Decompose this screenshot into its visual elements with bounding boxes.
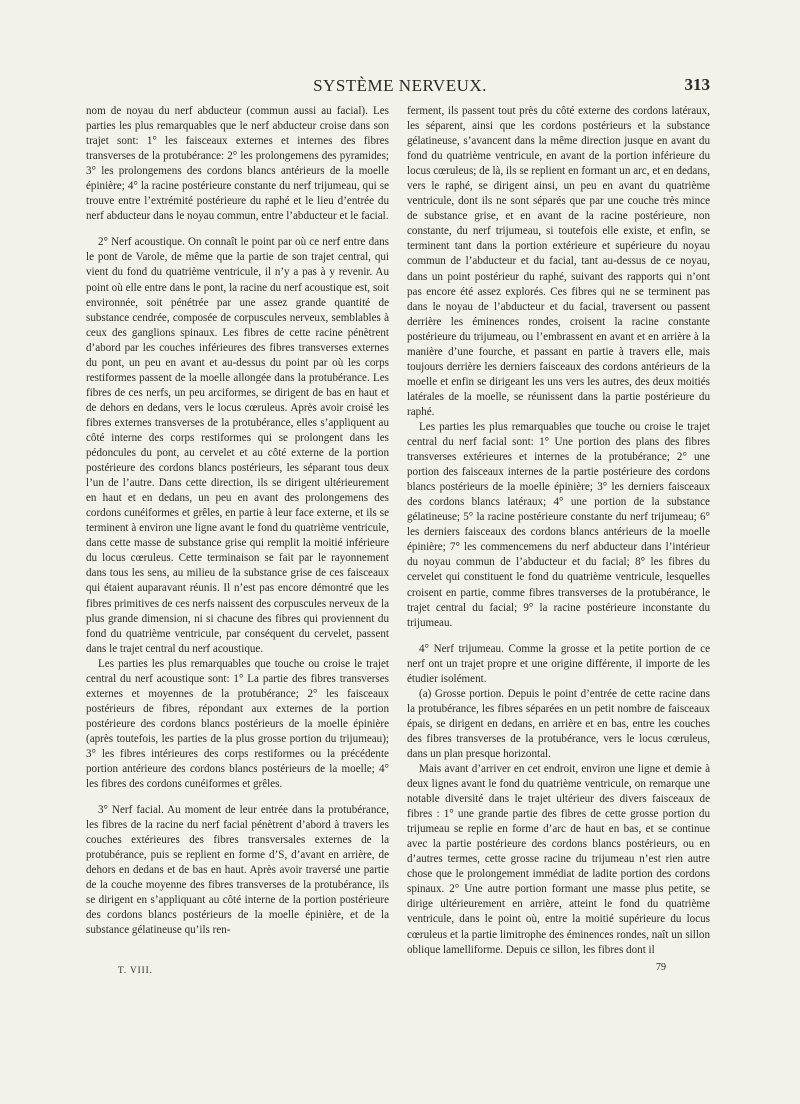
paragraph: nom de noyau du nerf abducteur (commun aussi au facial). Les parties les plus remarquables que le nerf abducteur croise dans son trajet sont: 1° les faisceaux externes et internes des fibres transverses de la protubérance: 2° les prolongemens des pyramides; 3° les prolongemens des cordons blancs antérieurs de la moelle épinière; 4° la racine postérieure constante du nerf trijumeau, qui se trouve entre l’extrémité postérieure du raphé et le lieu d’entrée du nerf abducteur dans le noyau commun, entre l’abducteur et le facial. [86, 105, 389, 223]
paragraph: Les parties les plus remarquables que touche ou croise le trajet central du nerf facial sont: 1° Une portion des plans des fibres transverses extérieures et internes de la protubérance; 2° une portion des faisceaux internes de la partie postérieure des cordons blancs postérieurs de la moelle épinière; 3° les derniers faisceaux des cordons blancs latéraux; 4° une portion de la substance gélatineuse; 5° la racine postérieure constante du nerf trijumeau; 6° les derniers faisceaux des cordons blancs antérieurs de la moelle épinière; 7° les commencemens du nerf abducteur dans l’intérieur du noyau commun de l’abducteur et du facial; 8° les fibres du cervelet qui constituent le fond du quatrième ventricule, lesquelles croisent en partie, comme fibres transverses de la protubérance, le trajet central du facial; 9° la racine postérieure inconstante du trijumeau. [407, 420, 710, 629]
running-title: SYSTÈME NERVEUX. [313, 76, 487, 95]
page-header [0, 74, 800, 98]
paragraph: (a) Grosse portion. Depuis le point d’entrée de cette racine dans la protubérance, les fibres séparées en un petit nombre de faisceaux épais, se dirigent en dedans, en arrière et en bas, entre les couches des fibres transverses de la protubérance, vers le locus cœruleus, dans un plan presque horizontal. [407, 687, 710, 760]
page-number: 313 [684, 75, 710, 94]
paragraph: 2° Nerf acoustique. On connaît le point par où ce nerf entre dans le pont de Varole, de même que la partie de son trajet central, qui vient du fond du quatrième ventricule, il n’y a pas à y revenir. Au point où elle entre dans le pont, la racine du nerf acoustique est, soit environnée, soit pénétrée par une assez grande quantité de substance cendrée, composée de corpuscules nerveux, semblables à ceux des ganglions spinaux. Les fibres de cette racine pénètrent d’abord par les couches inférieures des fibres transverses externes du pont, un peu en avant et au-dessus du point par où les corps restiformes passent de la moelle allongée dans la protubérance. Les fibres de ces nerfs, un peu arciformes, se dirigent de bas en haut et de dehors en dedans, vers le locus cœruleus. Après avoir croisé les fibres externes transverses de la protubérance, elles s’appliquent au côté interne des corps restiformes qui se prolongent dans les pédoncules du pont, au cervelet et au côté externe de la portion postérieure des cordons blancs postérieurs, les séparant tous deux l’un de l’autre. Dans cette direction, ils se dirigent ultérieurement en haut et en dedans, un peu en avant des prolongemens des cordons cunéiformes et grêles, en partie à leur face externe, et ils se terminent à environ une ligne avant le fond du quatrième ventricule, dans cette masse de substance grise qui remplit la moitié inférieure du locus cœruleus. Cette terminaison se fait par le rayonnement dans tous les sens, au milieu de la substance grise de ces faisceaux qui étaient auparavant réunis. Il n’est pas encore démontré que les fibres primitives de ces nerfs naissent des corpuscules nerveux de la plus grande dimension, ni si chacune des fibres qui proviennent du fond du quatrième ventricule, par conséquent du cervelet, passent dans le trajet central du nerf acoustique. [86, 236, 389, 655]
signature-mark: T. VIII. [118, 965, 153, 975]
paragraph: Les parties les plus remarquables que touche ou croise le trajet central du nerf acoustique sont: 1° La partie des fibres transverses externes et moyennes de la protubérance; 2° les faisceaux postérieurs de fibres, répondant aux externes de la portion postérieure des cordons blancs postérieurs de la moelle épinière (après toutefois, les parties de la plus grosse portion du trijumeau); 3° les fibres intérieures des corps restiformes ou la précédente portion antérieure des cordons blancs postérieurs de la moelle; 4° les fibres des cordons cunéiformes et grêles. [86, 657, 389, 791]
paragraph: ferment, ils passent tout près du côté externe des cordons latéraux, les séparent, ainsi que les cordons postérieurs et la substance gélatineuse, s’avancent dans la même direction jusque en avant du fond du quatrième ventricule, en avant de la portion inférieure du locus cœruleus; de là, ils se replient en formant un arc, et en dedans, vers le raphé, se dirigent ainsi, un peu en avant du quatrième ventricule, dont ils ne sont séparés que par une couche très mince de substance grise, et en avant de la racine postérieure, non constante, du nerf trijumeau, si toutefois elle existe, et enfin, se terminent tant dans la portion extérieure et supérieure du noyau commun de l’abducteur et du facial, tant au-dessus de ce noyau, dans un point postérieur du raphé, suivant des rapports qui n’ont pas encore été assez explorés. Ces fibres qui ne se terminent pas dans le noyau de l’abducteur et du facial, traversent ou passent derrière les éminences rondes, croisent la racine constante postérieure du trijumeau, ou l’embrassent en avant et en arrière à la manière d’une fourche, et passant en partie à travers elle, mais toujours derrière les derniers faisceaux des cordons antérieurs de la moelle et enfin se dirigeant les uns vers les autres, des deux moitiés latérales de la moelle, se réunissent dans la partie postérieure du raphé. [407, 105, 710, 418]
paragraph: 3° Nerf facial. Au moment de leur entrée dans la protubérance, les fibres de la racine du nerf facial pénètrent d’abord à travers les couches extérieures des fibres transversales externes de la protubérance, puis se replient en forme d’S, d’avant en arrière, de dehors en dedans et de bas en haut. Après avoir traversé une partie de la couche moyenne des fibres transverses de la protubérance, ils se dirigent en s’appliquant au côté interne de la portion postérieure des cordons blancs postérieurs de la moelle épinière, et de la substance gélatineuse qu’ils ren- [86, 804, 389, 937]
left-column [86, 104, 389, 939]
sheet-number: 79 [656, 962, 666, 973]
paragraph: Mais avant d’arriver en cet endroit, environ une ligne et demie à deux lignes avant le fond du quatrième ventricule, on remarque une notable diversité dans le trajet ultérieur des divers faisceaux de fibres : 1° une grande partie des fibres de cette grosse portion du trijumeau se replie en forme d’arc de haut en bas, et se continue avec la partie postérieure des cordons blancs postérieurs, ou en d’autres termes, cette grosse racine du trijumeau n’est rien autre chose que le prolongement immédiat de ladite portion des cordons spinaux. 2° Une autre portion formant une masse plus petite, se dirige ultérieurement en arrière, atteint le fond du quatrième ventricule, dans le point où, entre la moitié supérieure du locus cœruleus et la partie limitrophe des éminences rondes, naît un sillon oblique lamelliforme. Depuis ce sillon, les fibres dont il [407, 763, 710, 956]
paragraph: 4° Nerf trijumeau. Comme la grosse et la petite portion de ce nerf ont un trajet propre et une origine différente, il importe de les étudier isolément. [407, 642, 710, 685]
right-column [407, 104, 710, 958]
